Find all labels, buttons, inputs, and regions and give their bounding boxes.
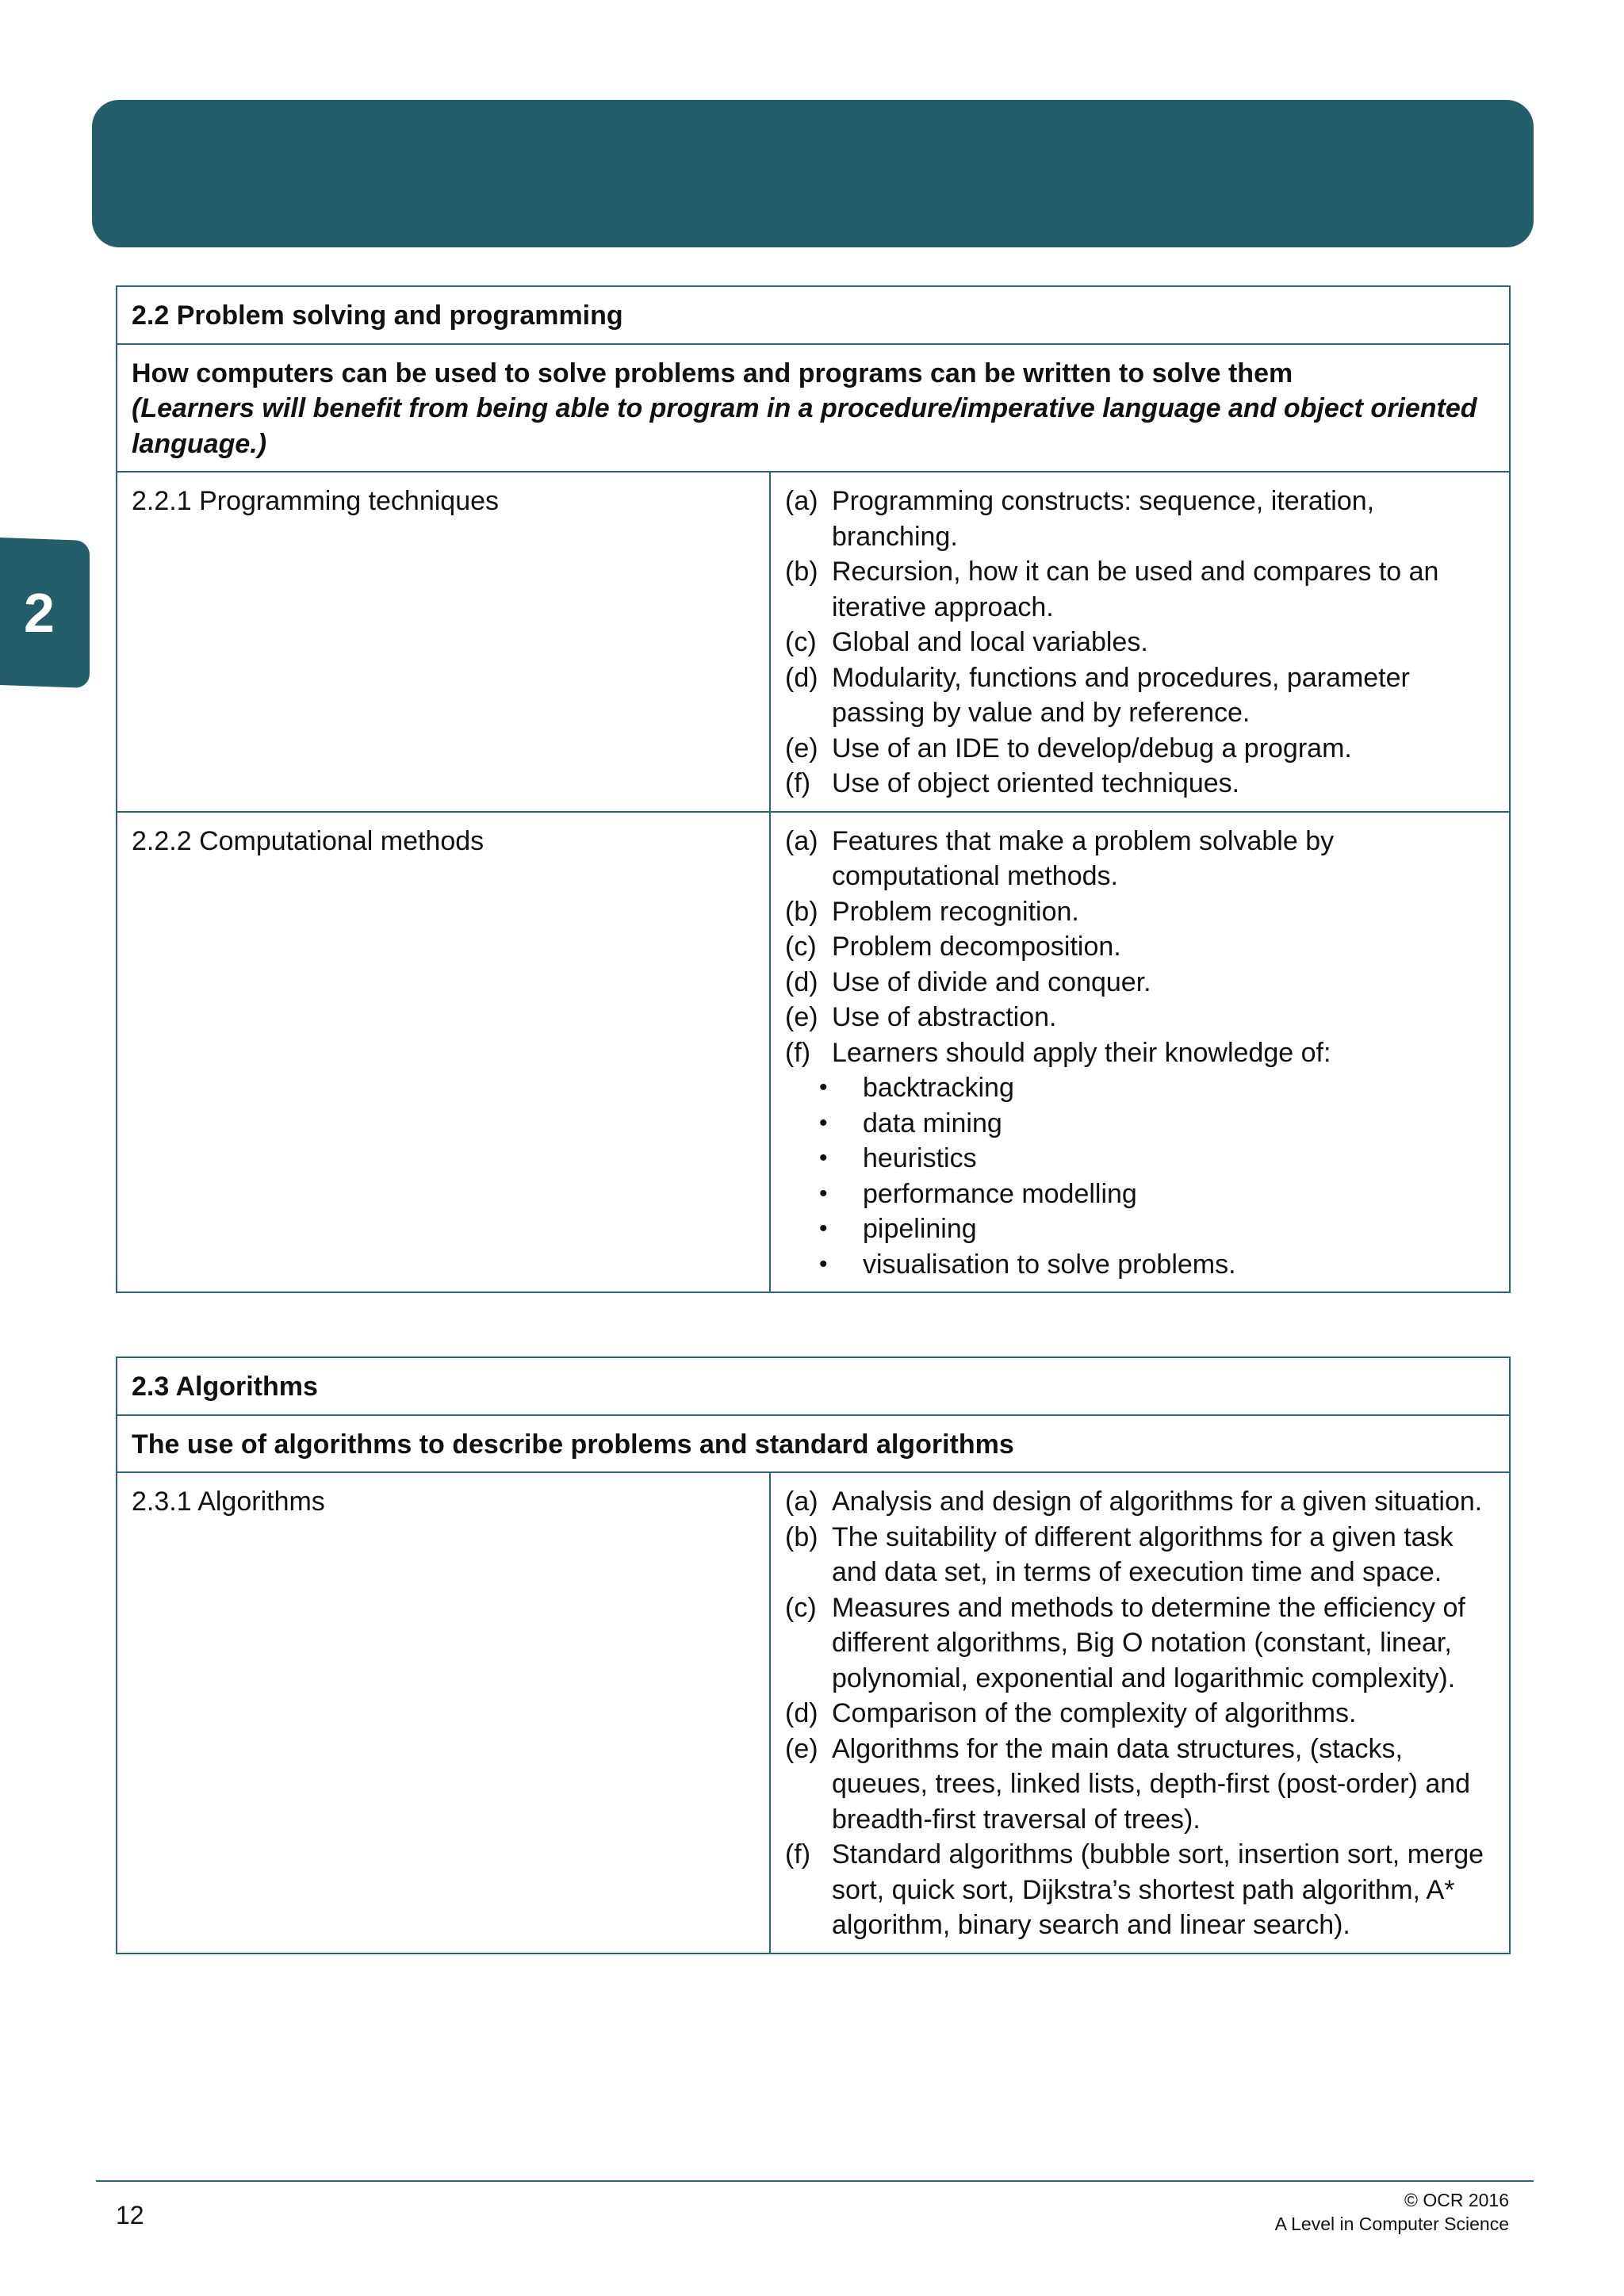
content-2-3-1	[770, 1472, 1510, 1954]
list-item: (e) Use of abstraction.	[785, 1002, 1057, 1032]
bullet-icon: •	[819, 1074, 828, 1100]
list-item: (b) Recursion, how it can be used and compares to an iterative approach.	[785, 557, 1439, 622]
list-item: (d) Use of divide and conquer.	[785, 966, 1151, 997]
page-number: 12	[116, 2201, 144, 2229]
copyright: © OCR 2016	[1404, 2190, 1509, 2210]
topic-2-3-1: 2.3.1 Algorithms	[117, 1472, 770, 1954]
section-2-2-intro	[117, 344, 1510, 473]
bullet-icon: •	[819, 1145, 828, 1171]
list-item: (c) Problem decomposition.	[785, 932, 1121, 962]
topic-2-2-2: 2.2.2 Computational methods	[117, 812, 770, 1293]
content-2-2-2	[770, 812, 1510, 1293]
content-2-2-1	[770, 472, 1510, 812]
list-item: (e) Algorithms for the main data structures, (stacks, queues, trees, linked lists, depth-first (post-order) and breadth-first traversal of trees).	[785, 1733, 1471, 1835]
bullet-icon: •	[819, 1250, 828, 1277]
knowledge-bullets	[785, 1070, 1495, 1282]
list-item: (f) Learners should apply their knowledge of:	[785, 1037, 1331, 1068]
bullet-icon: •	[819, 1180, 828, 1207]
bullet-item: • visualisation to solve problems.	[819, 1247, 1495, 1283]
section-2-3-subtitle: The use of algorithms to describe problems and standard algorithms	[117, 1415, 1510, 1473]
list-item: (d) Modularity, functions and procedures, parameter passing by value and by reference.	[785, 662, 1410, 728]
bullet-item: • data mining	[819, 1106, 1495, 1142]
table-row	[117, 472, 1510, 812]
list-item: (a) Programming constructs: sequence, iteration, branching.	[785, 486, 1375, 552]
section-2-2-title: 2.2 Problem solving and programming	[117, 286, 1510, 344]
qualification-title: A Level in Computer Science	[1274, 2214, 1509, 2234]
topic-2-2-1: 2.2.1 Programming techniques	[117, 472, 770, 812]
table-row	[117, 812, 1510, 1293]
bullet-item: • heuristics	[819, 1141, 1495, 1177]
bullet-item: • pipelining	[819, 1211, 1495, 1247]
footer-divider	[96, 2180, 1534, 2182]
section-2-3-table	[116, 1357, 1511, 1954]
section-2-2-subtitle: How computers can be used to solve problems and programs can be written to solve them	[132, 358, 1293, 388]
header-banner	[92, 100, 1534, 247]
list-item: (a) Analysis and design of algorithms for a given situation.	[785, 1487, 1483, 1517]
bullet-icon: •	[819, 1215, 828, 1242]
section-tab-number: 2	[24, 581, 55, 644]
bullet-item: • performance modelling	[819, 1177, 1495, 1212]
footer-info	[1275, 2188, 1509, 2236]
list-item: (f) Standard algorithms (bubble sort, insertion sort, merge sort, quick sort, Dijkstra’s shortest path algorithm, A* algorithm, binary search and linear search).	[785, 1839, 1484, 1940]
section-2-2-note: (Learners will benefit from being able to program in a procedure/imperative language and object oriented language.)	[132, 393, 1477, 459]
bullet-item: • backtracking	[819, 1070, 1495, 1106]
list-item: (e) Use of an IDE to develop/debug a program.	[785, 733, 1352, 763]
section-2-3-title: 2.3 Algorithms	[117, 1357, 1510, 1415]
section-2-2-table	[116, 285, 1511, 1293]
list-item: (f) Use of object oriented techniques.	[785, 768, 1240, 798]
list-item: (b) Problem recognition.	[785, 896, 1079, 927]
table-row	[117, 1472, 1510, 1954]
list-item: (b) The suitability of different algorithms for a given task and data set, in terms of execution time and space.	[785, 1521, 1454, 1587]
list-item: (a) Features that make a problem solvable by computational methods.	[785, 825, 1335, 891]
bullet-icon: •	[819, 1109, 828, 1136]
list-item: (c) Global and local variables.	[785, 627, 1148, 657]
list-item: (d) Comparison of the complexity of algorithms.	[785, 1698, 1357, 1728]
section-tab	[0, 538, 90, 688]
list-item: (c) Measures and methods to determine the efficiency of different algorithms, Big O notation (constant, linear, polynomial, exponential and logarithmic complexity).	[785, 1592, 1465, 1693]
